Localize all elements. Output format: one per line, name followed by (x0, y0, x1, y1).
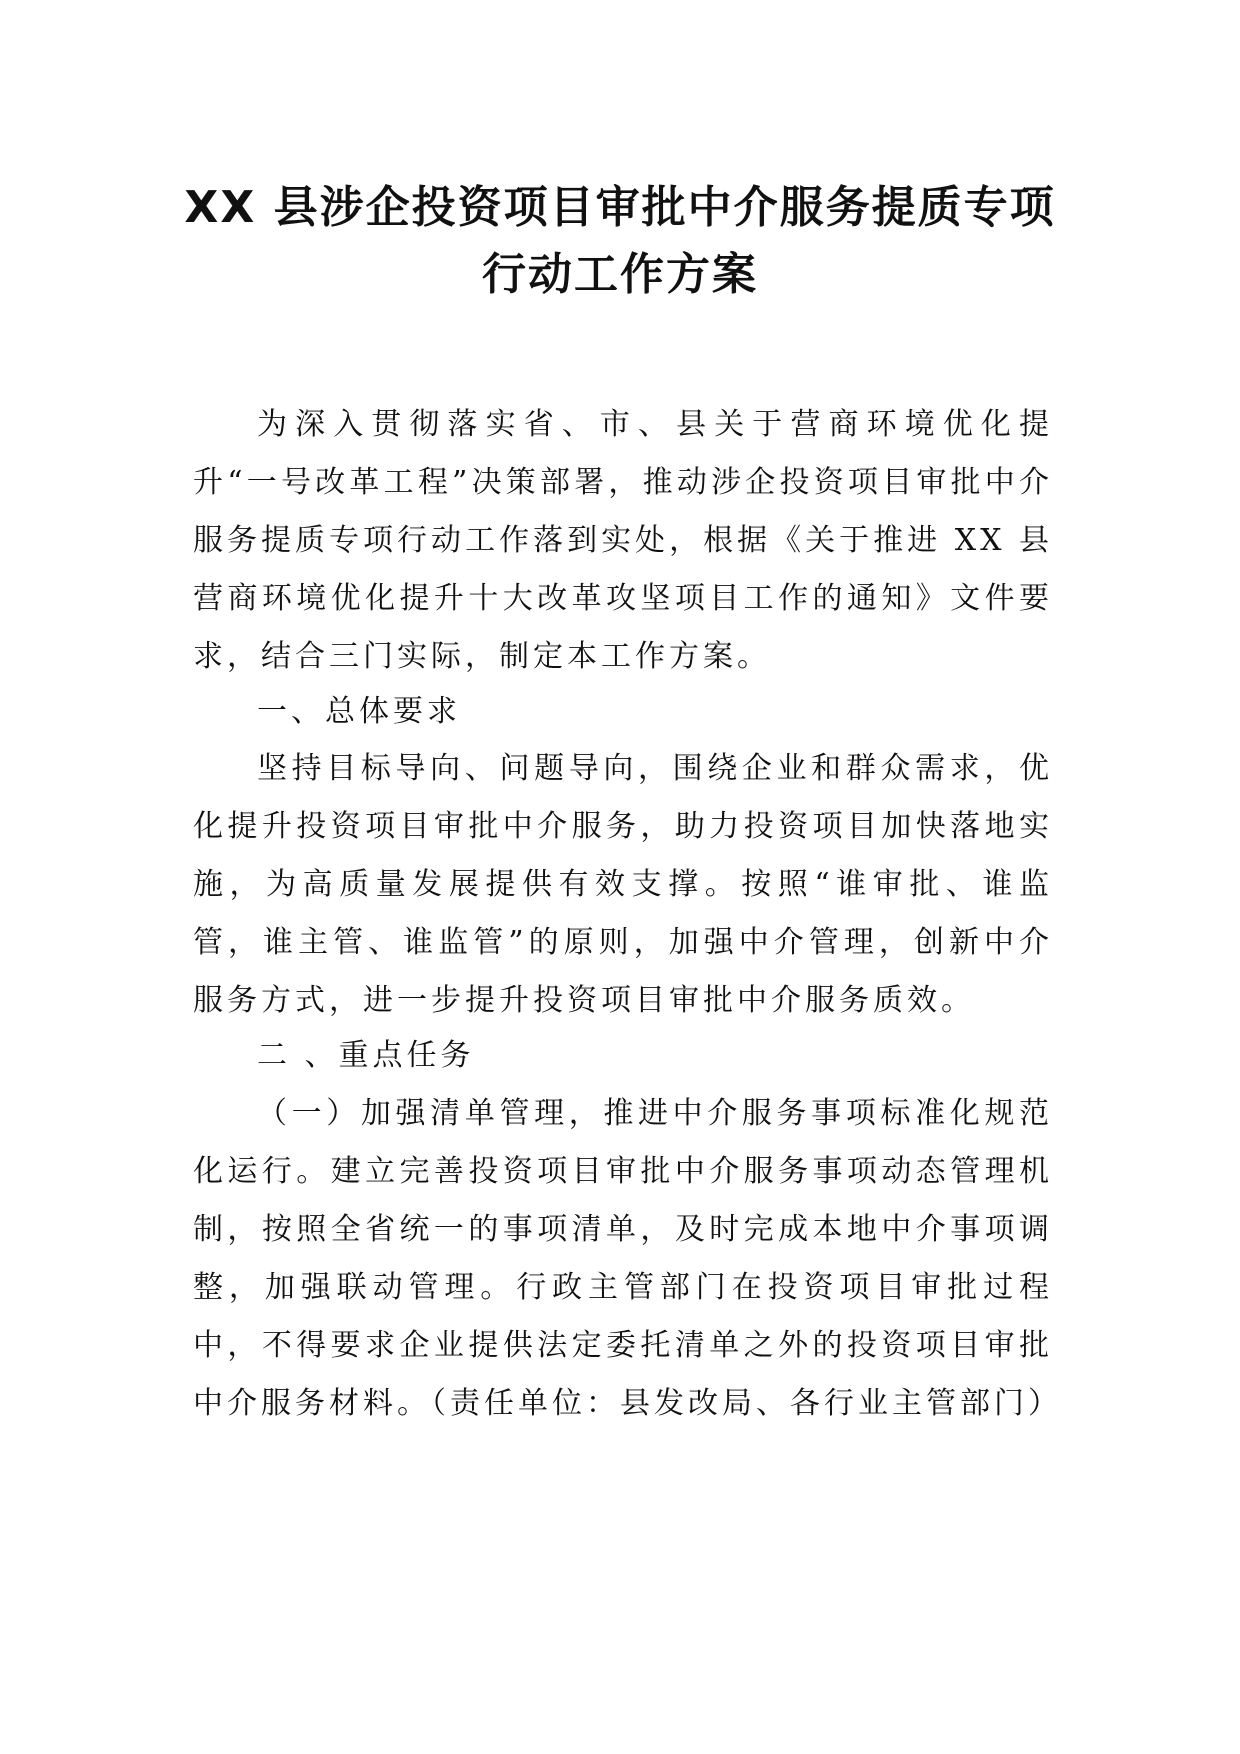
document-title-line-1: XX 县涉企投资项目审批中介服务提质专项 (184, 182, 1056, 233)
section-heading-general-requirements: 一、总体要求 (257, 694, 461, 729)
key-task-item-1-paragraph: （一）加强清单管理，推进中介服务事项标准化规范化运行。建立完善投资项目审批中介服务事项动态管理机制，按照全省统一的事项清单，及时完成本地中介事项调整，加强联动管理。行政主管部门在投资项目审批过程中，不得要求企业提供法定委托清单之外的投资项目审批中介服务材料。（责任单位：县发改局、各行业主管部门） (193, 1096, 1062, 1421)
general-requirements-paragraph: 坚持目标导向、问题导向，围绕企业和群众需求，优化提升投资项目审批中介服务，助力投资项目加快落地实施，为高质量发展提供有效支撑。按照“谁审批、谁监管，谁主管、谁监管”的原则，加强中介管理，创新中介服务方式，进一步提升投资项目审批中介服务质效。 (193, 751, 1053, 1018)
document-title-line-2: 行动工作方案 (482, 249, 758, 300)
intro-paragraph: 为深入贯彻落实省、市、县关于营商环境优化提升“一号改革工程”决策部署，推动涉企投资项目审批中介服务提质专项行动工作落到实处，根据《关于推进 XX 县营商环境优化提升十大改革攻坚项目工作的通知》文件要求，结合三门实际，制定本工作方案。 (193, 407, 1053, 674)
section-heading-key-tasks: 二 、重点任务 (257, 1038, 475, 1073)
